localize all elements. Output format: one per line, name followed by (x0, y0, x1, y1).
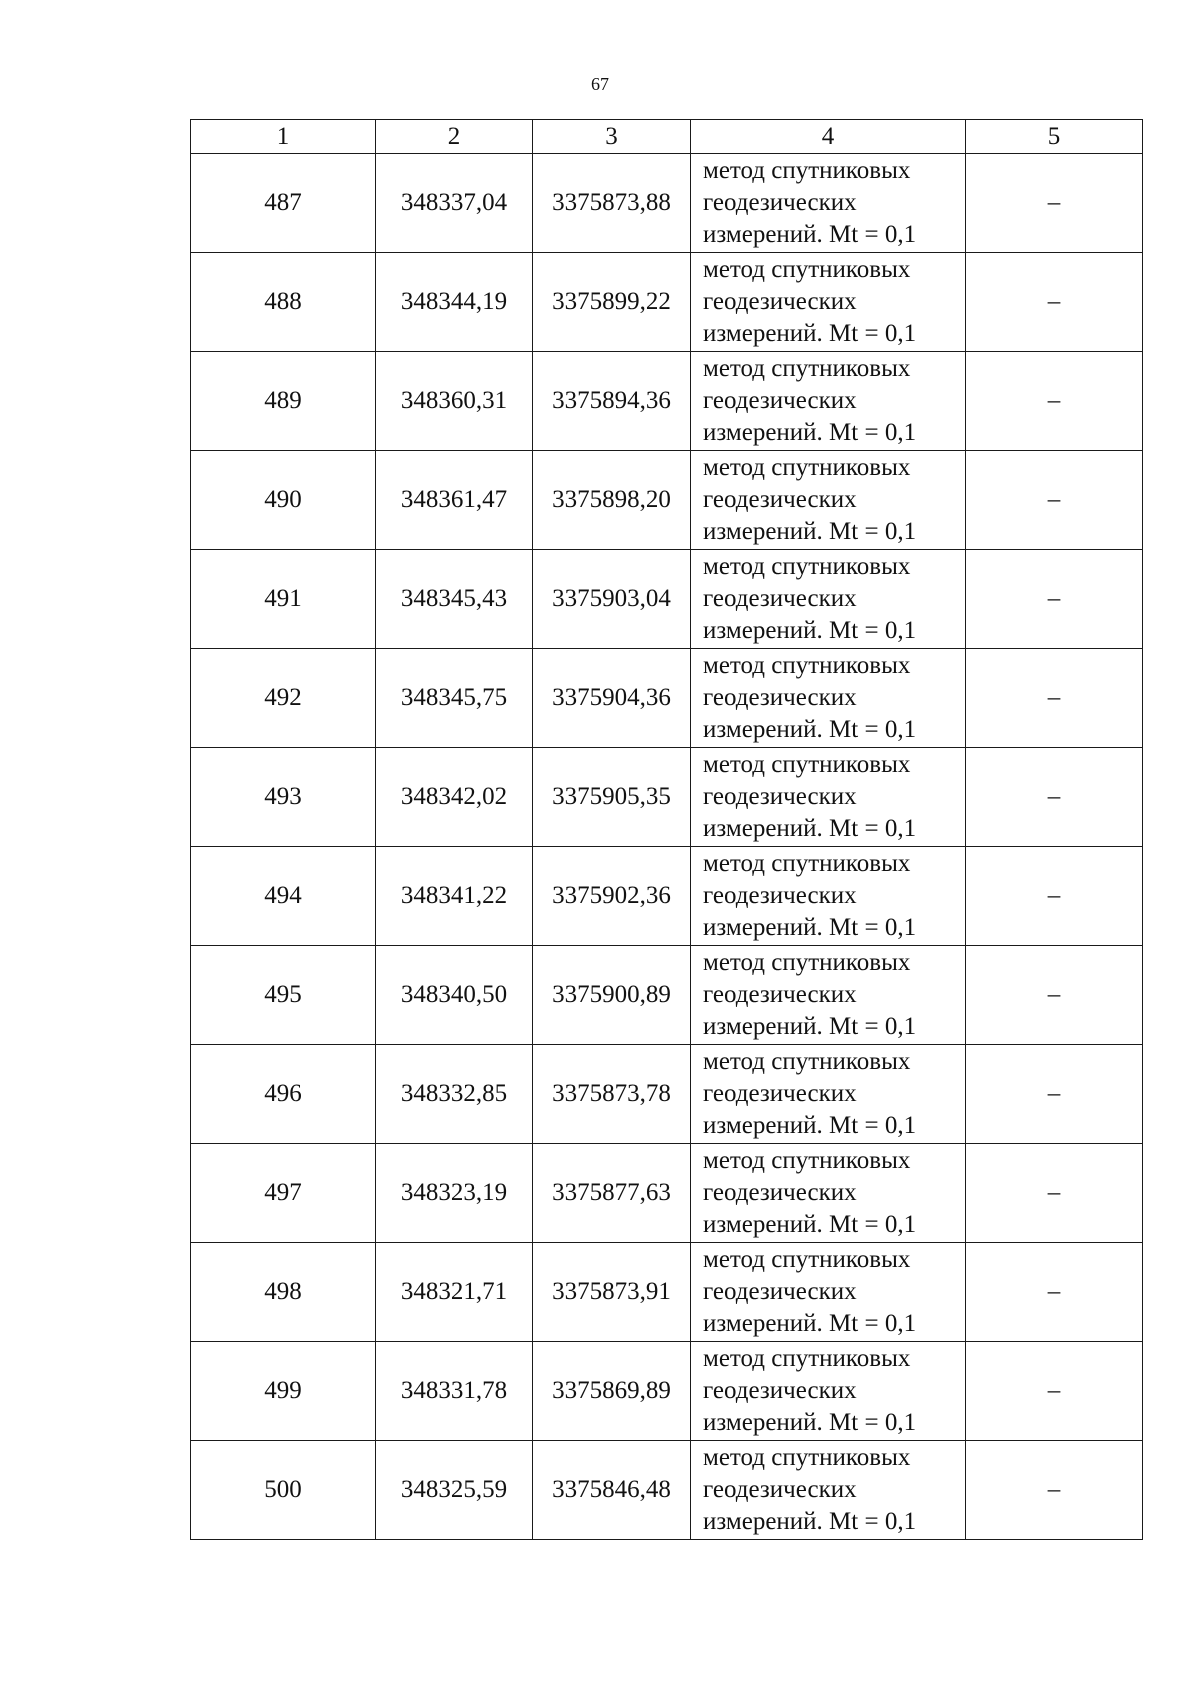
table-row (191, 946, 1143, 1045)
note-cell: – (966, 847, 1143, 946)
method-cell (691, 1441, 966, 1540)
column-header-1: 1 (191, 120, 376, 154)
point-number-cell: 488 (191, 253, 376, 352)
method-line: измерений. Mt = 0,1 (703, 518, 917, 545)
point-number-cell: 492 (191, 649, 376, 748)
method-cell (691, 1144, 966, 1243)
method-line: геодезических (703, 1080, 857, 1107)
method-line: геодезических (703, 387, 857, 414)
method-line: измерений. Mt = 0,1 (703, 1013, 917, 1040)
method-line: геодезических (703, 585, 857, 612)
method-line: метод спутниковых (703, 850, 911, 877)
table-header-row (191, 120, 1143, 154)
x-coordinate-cell: 348321,71 (376, 1243, 533, 1342)
y-coordinate-cell: 3375903,04 (533, 550, 691, 649)
y-coordinate-cell: 3375902,36 (533, 847, 691, 946)
x-coordinate-cell: 348360,31 (376, 352, 533, 451)
method-line: метод спутниковых (703, 1147, 911, 1174)
x-coordinate-cell: 348342,02 (376, 748, 533, 847)
column-header-5: 5 (966, 120, 1143, 154)
method-line: метод спутниковых (703, 652, 911, 679)
method-line: метод спутниковых (703, 1345, 911, 1372)
point-number-cell: 494 (191, 847, 376, 946)
method-line: метод спутниковых (703, 157, 911, 184)
note-cell: – (966, 1144, 1143, 1243)
method-line: измерений. Mt = 0,1 (703, 617, 917, 644)
point-number-cell: 495 (191, 946, 376, 1045)
method-line: геодезических (703, 1179, 857, 1206)
method-line: геодезических (703, 1476, 857, 1503)
table-row (191, 550, 1143, 649)
x-coordinate-cell: 348331,78 (376, 1342, 533, 1441)
method-line: метод спутниковых (703, 454, 911, 481)
column-header-4: 4 (691, 120, 966, 154)
point-number-cell: 490 (191, 451, 376, 550)
table-row (191, 1144, 1143, 1243)
y-coordinate-cell: 3375873,78 (533, 1045, 691, 1144)
coordinates-table (190, 119, 1143, 1540)
point-number-cell: 496 (191, 1045, 376, 1144)
method-line: измерений. Mt = 0,1 (703, 320, 917, 347)
method-line: измерений. Mt = 0,1 (703, 1211, 917, 1238)
note-cell: – (966, 748, 1143, 847)
table-row (191, 154, 1143, 253)
table-row (191, 1243, 1143, 1342)
page-number: 67 (591, 74, 609, 94)
y-coordinate-cell: 3375869,89 (533, 1342, 691, 1441)
x-coordinate-cell: 348340,50 (376, 946, 533, 1045)
column-header-3: 3 (533, 120, 691, 154)
table-row (191, 1342, 1143, 1441)
method-line: измерений. Mt = 0,1 (703, 815, 917, 842)
y-coordinate-cell: 3375846,48 (533, 1441, 691, 1540)
method-cell (691, 748, 966, 847)
table-row (191, 451, 1143, 550)
method-line: измерений. Mt = 0,1 (703, 716, 917, 743)
x-coordinate-cell: 348344,19 (376, 253, 533, 352)
point-number-cell: 489 (191, 352, 376, 451)
note-cell: – (966, 1045, 1143, 1144)
method-line: метод спутниковых (703, 1444, 911, 1471)
note-cell: – (966, 1342, 1143, 1441)
method-cell (691, 847, 966, 946)
method-line: измерений. Mt = 0,1 (703, 1310, 917, 1337)
method-line: измерений. Mt = 0,1 (703, 1508, 917, 1535)
method-line: измерений. Mt = 0,1 (703, 1409, 917, 1436)
method-line: измерений. Mt = 0,1 (703, 419, 917, 446)
x-coordinate-cell: 348345,43 (376, 550, 533, 649)
y-coordinate-cell: 3375894,36 (533, 352, 691, 451)
y-coordinate-cell: 3375899,22 (533, 253, 691, 352)
x-coordinate-cell: 348361,47 (376, 451, 533, 550)
point-number-cell: 491 (191, 550, 376, 649)
method-line: геодезических (703, 684, 857, 711)
method-line: геодезических (703, 1278, 857, 1305)
method-line: метод спутниковых (703, 553, 911, 580)
y-coordinate-cell: 3375905,35 (533, 748, 691, 847)
method-line: метод спутниковых (703, 1048, 911, 1075)
y-coordinate-cell: 3375900,89 (533, 946, 691, 1045)
table-body (191, 154, 1143, 1540)
note-cell: – (966, 154, 1143, 253)
y-coordinate-cell: 3375898,20 (533, 451, 691, 550)
method-line: геодезических (703, 783, 857, 810)
y-coordinate-cell: 3375873,88 (533, 154, 691, 253)
point-number-cell: 497 (191, 1144, 376, 1243)
point-number-cell: 498 (191, 1243, 376, 1342)
x-coordinate-cell: 348325,59 (376, 1441, 533, 1540)
note-cell: – (966, 1243, 1143, 1342)
x-coordinate-cell: 348345,75 (376, 649, 533, 748)
note-cell: – (966, 946, 1143, 1045)
method-cell (691, 352, 966, 451)
method-cell (691, 1243, 966, 1342)
x-coordinate-cell: 348337,04 (376, 154, 533, 253)
note-cell: – (966, 1441, 1143, 1540)
method-cell (691, 649, 966, 748)
note-cell: – (966, 649, 1143, 748)
method-line: метод спутниковых (703, 949, 911, 976)
point-number-cell: 487 (191, 154, 376, 253)
table-row (191, 352, 1143, 451)
method-line: метод спутниковых (703, 355, 911, 382)
method-cell (691, 550, 966, 649)
table-row (191, 847, 1143, 946)
method-line: измерений. Mt = 0,1 (703, 221, 917, 248)
note-cell: – (966, 352, 1143, 451)
method-cell (691, 946, 966, 1045)
method-line: геодезических (703, 981, 857, 1008)
table-row (191, 649, 1143, 748)
method-line: геодезических (703, 486, 857, 513)
method-cell (691, 253, 966, 352)
method-line: метод спутниковых (703, 751, 911, 778)
y-coordinate-cell: 3375873,91 (533, 1243, 691, 1342)
method-line: геодезических (703, 882, 857, 909)
point-number-cell: 500 (191, 1441, 376, 1540)
method-cell (691, 1342, 966, 1441)
method-line: геодезических (703, 288, 857, 315)
note-cell: – (966, 550, 1143, 649)
column-header-2: 2 (376, 120, 533, 154)
point-number-cell: 499 (191, 1342, 376, 1441)
point-number-cell: 493 (191, 748, 376, 847)
method-cell (691, 1045, 966, 1144)
x-coordinate-cell: 348323,19 (376, 1144, 533, 1243)
method-line: измерений. Mt = 0,1 (703, 914, 917, 941)
note-cell: – (966, 451, 1143, 550)
method-line: метод спутниковых (703, 1246, 911, 1273)
table-row (191, 253, 1143, 352)
table-row (191, 1045, 1143, 1144)
x-coordinate-cell: 348341,22 (376, 847, 533, 946)
method-cell (691, 154, 966, 253)
method-cell (691, 451, 966, 550)
method-line: геодезических (703, 1377, 857, 1404)
y-coordinate-cell: 3375904,36 (533, 649, 691, 748)
method-line: метод спутниковых (703, 256, 911, 283)
method-line: измерений. Mt = 0,1 (703, 1112, 917, 1139)
method-line: геодезических (703, 189, 857, 216)
table-row (191, 748, 1143, 847)
x-coordinate-cell: 348332,85 (376, 1045, 533, 1144)
y-coordinate-cell: 3375877,63 (533, 1144, 691, 1243)
note-cell: – (966, 253, 1143, 352)
table-row (191, 1441, 1143, 1540)
